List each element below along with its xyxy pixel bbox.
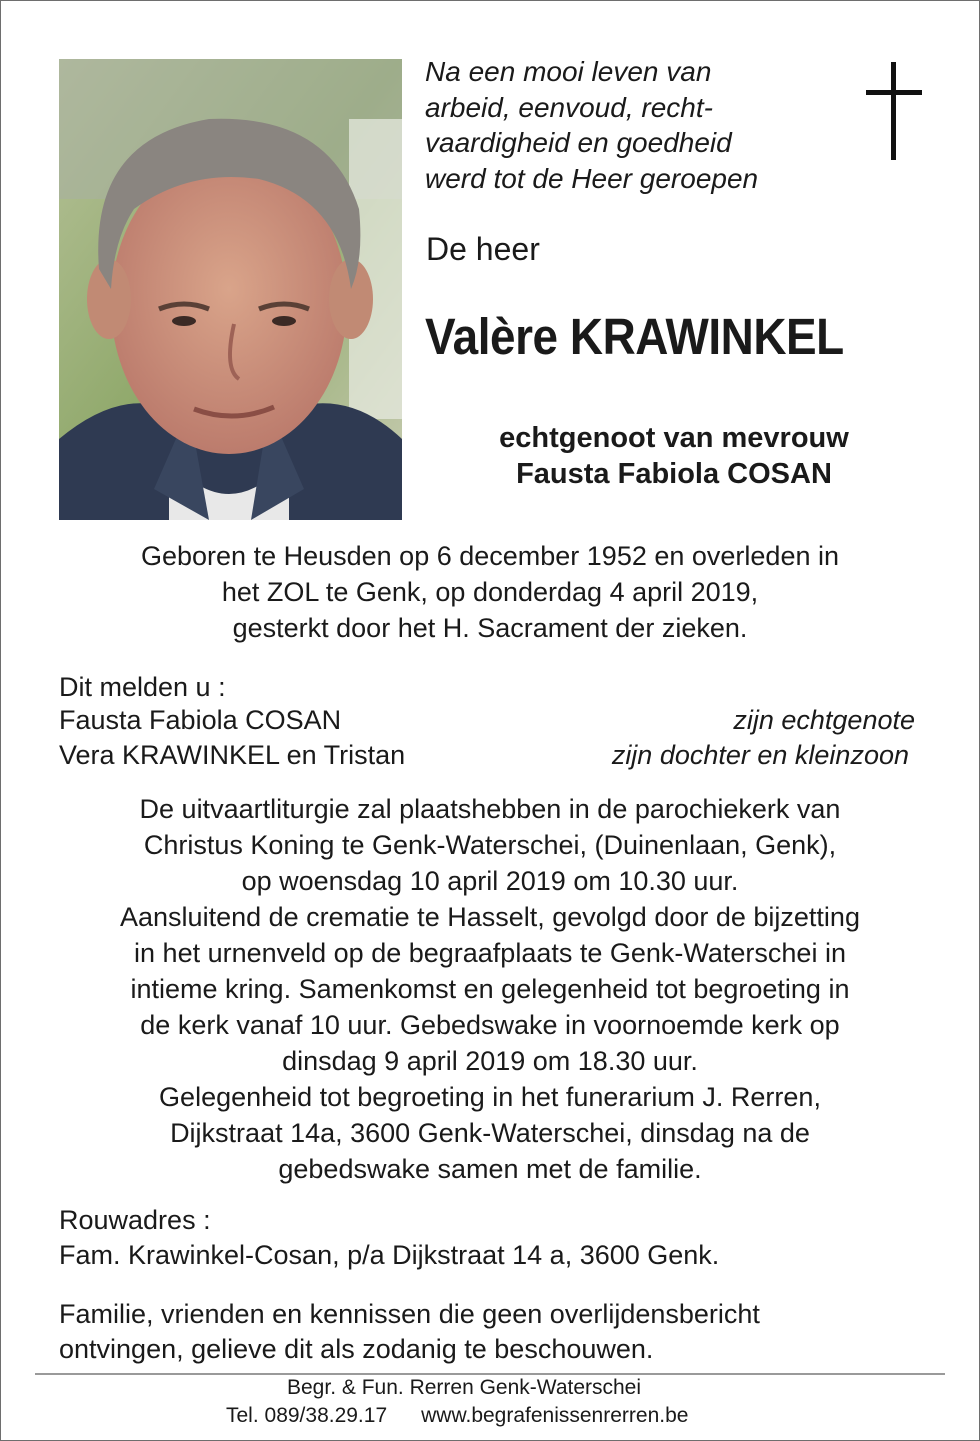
- intro-line: vaardigheid en goedheid: [425, 127, 732, 158]
- ceremony-line: Aansluitend de crematie te Hasselt, gevolgd door de bijzetting: [120, 902, 860, 932]
- ceremony-line: Dijkstraat 14a, 3600 Genk-Waterschei, dinsdag na de: [170, 1118, 810, 1148]
- ceremony-line: gebedswake samen met de familie.: [278, 1154, 702, 1184]
- footer-phone: Tel. 089/38.29.17: [226, 1404, 388, 1427]
- notice-line: Familie, vrienden en kennissen die geen overlijdensbericht: [59, 1299, 760, 1329]
- intro-line: arbeid, eenvoud, recht-: [425, 91, 713, 123]
- footer-divider: [35, 1373, 945, 1375]
- ceremony-line: De uitvaartliturgie zal plaatshebben in de parochiekerk van: [139, 794, 841, 824]
- mourning-label: Rouwadres :: [59, 1205, 211, 1235]
- deceased-name: Valère KRAWINKEL: [425, 308, 844, 365]
- ceremony-line: op woensdag 10 april 2019 om 10.30 uur.: [241, 866, 739, 896]
- ceremony-line: intieme kring. Samenkomst en gelegenheid tot begroeting in: [130, 974, 850, 1004]
- birth-line: het ZOL te Genk, op donderdag 4 april 2019,: [221, 577, 759, 607]
- ceremony-line: Christus Koning te Genk-Waterschei, (Duinenlaan, Genk),: [143, 830, 837, 860]
- ceremony-line: de kerk vanaf 10 uur. Gebedswake in voornoemde kerk op: [140, 1010, 840, 1040]
- intro-line: werd tot de Heer geroepen: [425, 162, 759, 194]
- relative-relation: zijn dochter en kleinzoon: [611, 740, 909, 770]
- ceremony-info: [40, 791, 940, 1187]
- intro-line: Na een mooi leven van: [425, 56, 712, 87]
- relative-relation: zijn echtgenote: [733, 705, 915, 735]
- notice: [59, 1297, 760, 1367]
- birth-death-info: [40, 538, 940, 646]
- spouse-info: [410, 420, 938, 492]
- footer-website[interactable]: www.begrafenissenrerren.be: [421, 1404, 689, 1427]
- birth-line: gesterkt door het H. Sacrament der zieken.: [232, 613, 748, 643]
- mourning-address-line: Fam. Krawinkel-Cosan, p/a Dijkstraat 14 a, 3600 Genk.: [59, 1240, 720, 1270]
- ceremony-line: dinsdag 9 april 2019 om 18.30 uur.: [282, 1046, 698, 1076]
- relative-row: [59, 740, 909, 771]
- relative-name: Fausta Fabiola COSAN: [59, 705, 342, 735]
- birth-line: Geboren te Heusden op 6 december 1952 en overleden in: [141, 541, 839, 571]
- footer-contact: [226, 1404, 688, 1428]
- notice-line: ontvingen, gelieve dit als zodanig te beschouwen.: [59, 1334, 654, 1364]
- spouse-line: echtgenoot van mevrouw: [499, 422, 849, 454]
- spouse-line: Fausta Fabiola COSAN: [516, 458, 832, 490]
- cross-icon: [866, 62, 922, 160]
- intro-verse: [425, 54, 758, 196]
- mourning-address: [59, 1203, 719, 1273]
- portrait-photo: [59, 59, 402, 520]
- ceremony-line: in het urnenveld op de begraafplaats te Genk-Waterschei in: [134, 938, 846, 968]
- relative-row: [59, 705, 915, 736]
- announce-label: Dit melden u :: [59, 672, 226, 702]
- honorific: De heer: [426, 231, 540, 267]
- relative-name: Vera KRAWINKEL en Tristan: [59, 740, 406, 770]
- ceremony-line: Gelegenheid tot begroeting in het funerarium J. Rerren,: [159, 1082, 821, 1112]
- footer-company: Begr. & Fun. Rerren Genk-Waterschei: [287, 1376, 642, 1399]
